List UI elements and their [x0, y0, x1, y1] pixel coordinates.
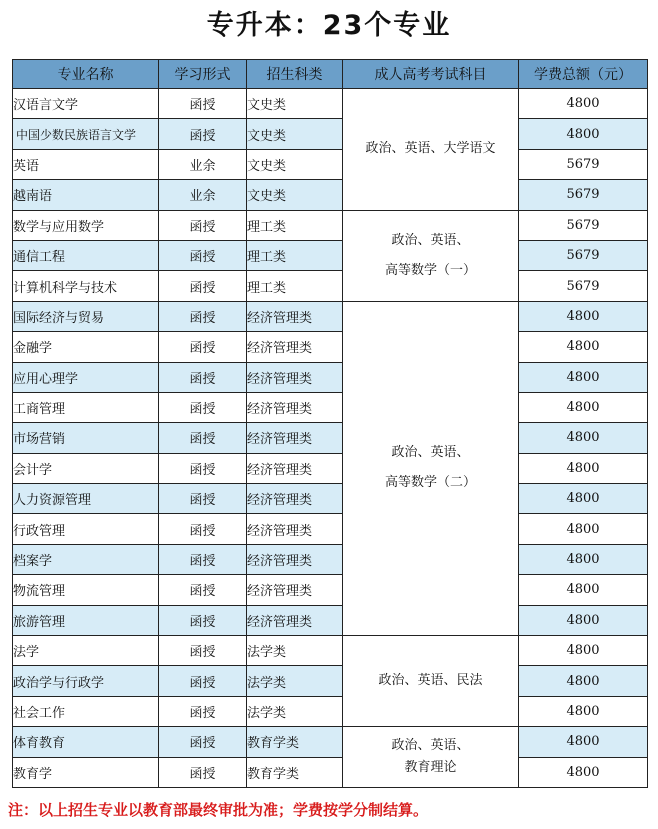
category: 理工类	[247, 210, 343, 240]
major-name: 英语	[13, 149, 159, 179]
category: 教育学类	[247, 727, 343, 757]
tuition: 4800	[519, 332, 648, 362]
tuition: 4800	[519, 636, 648, 666]
category: 教育学类	[247, 757, 343, 787]
major-name: 社会工作	[13, 696, 159, 726]
exam-subjects-line: 政治、英语、民法	[378, 673, 483, 689]
major-name: 计算机科学与技术	[13, 271, 159, 301]
exam-subjects	[343, 210, 519, 301]
footnote: 注：以上招生专业以教育部最终审批为准；学费按学分制结算。	[8, 801, 429, 819]
study-mode: 函授	[159, 332, 247, 362]
study-mode: 函授	[159, 210, 247, 240]
study-mode: 函授	[159, 484, 247, 514]
header-category: 招生科类	[247, 60, 343, 89]
study-mode: 函授	[159, 301, 247, 331]
study-mode: 函授	[159, 666, 247, 696]
tuition: 4800	[519, 575, 648, 605]
study-mode: 函授	[159, 575, 247, 605]
study-mode: 函授	[159, 119, 247, 149]
exam-subjects-line: 政治、英语、	[391, 232, 470, 248]
tuition: 4800	[519, 392, 648, 422]
exam-subjects-line: 高等数学（二）	[384, 475, 476, 491]
study-mode: 函授	[159, 544, 247, 574]
major-name: 金融学	[13, 332, 159, 362]
tuition: 4800	[519, 696, 648, 726]
table-row	[13, 210, 648, 240]
category: 理工类	[247, 240, 343, 270]
major-name: 国际经济与贸易	[13, 301, 159, 331]
study-mode: 函授	[159, 514, 247, 544]
major-name: 会计学	[13, 453, 159, 483]
major-name: 越南语	[13, 180, 159, 210]
category: 经济管理类	[247, 605, 343, 635]
category: 理工类	[247, 271, 343, 301]
table-row	[13, 271, 648, 301]
exam-subjects-line: 政治、英语、	[391, 738, 470, 754]
exam-subjects	[343, 89, 519, 211]
table-row	[13, 544, 648, 574]
tuition: 4800	[519, 605, 648, 635]
tuition: 4800	[519, 544, 648, 574]
header-exam-subjects: 成人高考考试科目	[343, 60, 519, 89]
major-name: 教育学	[13, 757, 159, 787]
category: 经济管理类	[247, 514, 343, 544]
exam-subjects-line: 政治、英语、	[391, 445, 470, 461]
tuition: 4800	[519, 89, 648, 119]
study-mode: 函授	[159, 423, 247, 453]
table-row	[13, 423, 648, 453]
table-row	[13, 240, 648, 270]
table-header-row	[13, 60, 648, 89]
study-mode: 函授	[159, 453, 247, 483]
header-tuition: 学费总额（元）	[519, 60, 648, 89]
category: 文史类	[247, 119, 343, 149]
category: 经济管理类	[247, 544, 343, 574]
category: 经济管理类	[247, 362, 343, 392]
category: 经济管理类	[247, 392, 343, 422]
tuition: 5679	[519, 210, 648, 240]
table-row	[13, 180, 648, 210]
table-row	[13, 757, 648, 787]
study-mode: 函授	[159, 636, 247, 666]
tuition: 4800	[519, 666, 648, 696]
tuition: 4800	[519, 362, 648, 392]
study-mode: 函授	[159, 271, 247, 301]
tuition: 5679	[519, 240, 648, 270]
table-row	[13, 484, 648, 514]
tuition: 4800	[519, 727, 648, 757]
header-major-name: 专业名称	[13, 60, 159, 89]
study-mode: 函授	[159, 605, 247, 635]
table-row	[13, 636, 648, 666]
category: 经济管理类	[247, 332, 343, 362]
study-mode: 函授	[159, 89, 247, 119]
category: 文史类	[247, 149, 343, 179]
table-row	[13, 332, 648, 362]
tuition: 4800	[519, 423, 648, 453]
tuition: 4800	[519, 453, 648, 483]
major-name: 人力资源管理	[13, 484, 159, 514]
table-row	[13, 514, 648, 544]
tuition: 4800	[519, 484, 648, 514]
table-row	[13, 301, 648, 331]
page-title: 专升本：23个专业	[206, 10, 452, 41]
category: 法学类	[247, 666, 343, 696]
category: 经济管理类	[247, 453, 343, 483]
category: 文史类	[247, 89, 343, 119]
major-name: 物流管理	[13, 575, 159, 605]
majors-table	[12, 59, 648, 788]
table-row	[13, 362, 648, 392]
tuition: 4800	[519, 119, 648, 149]
study-mode: 业余	[159, 180, 247, 210]
header-study-mode: 学习形式	[159, 60, 247, 89]
exam-subjects	[343, 301, 519, 635]
major-name: 政治学与行政学	[13, 666, 159, 696]
exam-subjects-line: 高等数学（一）	[384, 262, 476, 278]
major-name: 中国少数民族语言文学	[13, 119, 159, 149]
table-row	[13, 119, 648, 149]
category: 经济管理类	[247, 575, 343, 605]
major-name: 数学与应用数学	[13, 210, 159, 240]
table-row	[13, 89, 648, 119]
table-row	[13, 575, 648, 605]
major-name: 通信工程	[13, 240, 159, 270]
major-name: 法学	[13, 636, 159, 666]
table-row	[13, 149, 648, 179]
study-mode: 函授	[159, 757, 247, 787]
major-name: 档案学	[13, 544, 159, 574]
major-name: 汉语言文学	[13, 89, 159, 119]
major-name: 市场营销	[13, 423, 159, 453]
table-row	[13, 605, 648, 635]
tuition: 4800	[519, 757, 648, 787]
exam-subjects	[343, 636, 519, 727]
table-row	[13, 392, 648, 422]
major-name: 体育教育	[13, 727, 159, 757]
major-name: 工商管理	[13, 392, 159, 422]
table-row	[13, 727, 648, 757]
study-mode: 函授	[159, 240, 247, 270]
tuition: 4800	[519, 514, 648, 544]
tuition: 5679	[519, 180, 648, 210]
study-mode: 业余	[159, 149, 247, 179]
exam-subjects-line: 政治、英语、大学语文	[365, 141, 496, 157]
study-mode: 函授	[159, 392, 247, 422]
category: 经济管理类	[247, 301, 343, 331]
major-name: 行政管理	[13, 514, 159, 544]
major-name: 旅游管理	[13, 605, 159, 635]
study-mode: 函授	[159, 696, 247, 726]
study-mode: 函授	[159, 362, 247, 392]
table-row	[13, 666, 648, 696]
study-mode: 函授	[159, 727, 247, 757]
category: 法学类	[247, 636, 343, 666]
tuition: 5679	[519, 149, 648, 179]
exam-subjects	[343, 727, 519, 788]
tuition: 5679	[519, 271, 648, 301]
category: 经济管理类	[247, 484, 343, 514]
table-row	[13, 453, 648, 483]
category: 经济管理类	[247, 423, 343, 453]
exam-subjects-line: 教育理论	[404, 760, 457, 776]
table-row	[13, 696, 648, 726]
tuition: 4800	[519, 301, 648, 331]
category: 文史类	[247, 180, 343, 210]
major-name: 应用心理学	[13, 362, 159, 392]
category: 法学类	[247, 696, 343, 726]
